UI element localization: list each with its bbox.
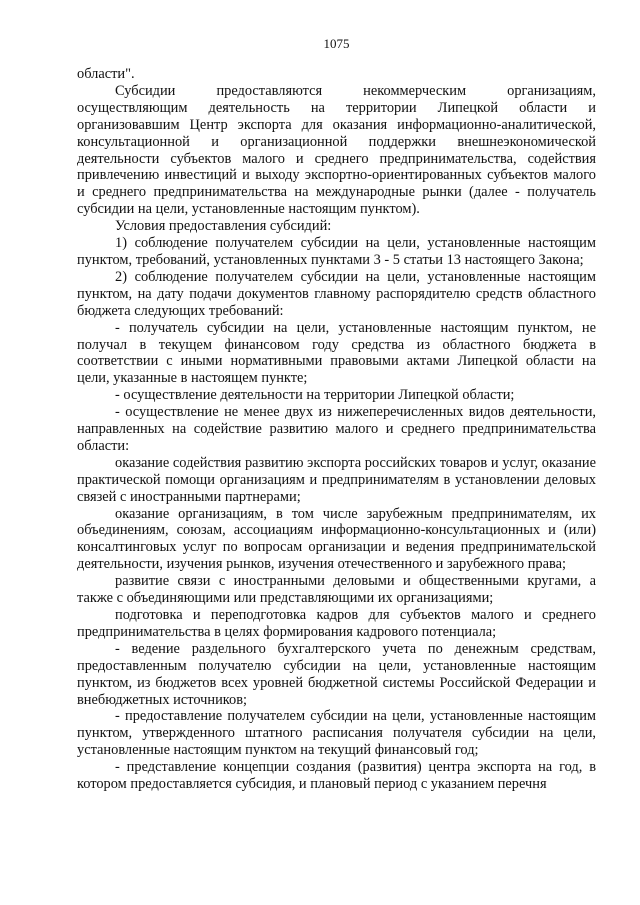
paragraph-8: оказание содействия развитию экспорта российских товаров и услуг, оказание практической помощи организациям и предпринимателям в установлении деловых связей с иностранными партнерами; — [77, 454, 596, 505]
paragraph-7: - осуществление не менее двух из нижеперечисленных видов деятельности, направленных на содействие развитию малого и среднего предпринимательства области: — [77, 404, 596, 454]
paragraph-3: 1) соблюдение получателем субсидии на цели, установленные настоящим пунктом, требований, установленных пунктами 3 - 5 статьи 13 настоящего Закона; — [77, 235, 596, 268]
paragraph-13: - предоставление получателем субсидии на цели, установленные настоящим пунктом, утвержденного штатного расписания получателя субсидии на цели, установленные настоящим пунктом на текущий финансовый год; — [77, 708, 596, 759]
paragraph-5: - получатель субсидии на цели, установленные настоящим пунктом, не получал в текущем финансовом году средства из областного бюджета в соответствии с иными нормативными правовыми актами Липецкой области на цели, указанные в настоящем пункте; — [77, 319, 596, 387]
paragraph-10: развитие связи с иностранными деловыми и общественными кругами, а также с объединяющими или представляющими их организациями; — [77, 573, 596, 607]
paragraph-12: - ведение раздельного бухгалтерского учета по денежным средствам, предоставленным получателю субсидии на цели, установленные настоящим пунктом, из бюджетов всех уровней бюджетной системы Российской Федерации и внебюджетных источников; — [77, 640, 596, 708]
paragraph-1: Субсидии предоставляются некоммерческим организациям, осуществляющим деятельность на территории Липецкой области и организовавшим Центр экспорта для оказания информационно-аналитической, консультационной и организационной поддержки внешнеэкономической деятельности субъектов малого и среднего предпринимательства, содействия привлечению инвестиций и выходу экспортно-ориентированных субъектов малого и среднего предпринимательства на международные рынки (далее - получатель субсидии на цели, установленные настоящим пунктом). — [77, 82, 596, 218]
paragraph-0: области". — [77, 66, 135, 82]
paragraph-11: подготовка и переподготовка кадров для субъектов малого и среднего предпринимательства в целях формирования кадрового потенциала; — [77, 607, 596, 640]
paragraph-6: - осуществление деятельности на территории Липецкой области; — [115, 387, 515, 404]
paragraph-14: - представление концепции создания (развития) центра экспорта на год, в котором предоставляется субсидия, и плановый период с указанием перечня — [77, 759, 596, 793]
paragraph-4: 2) соблюдение получателем субсидии на цели, установленные настоящим пунктом, на дату подачи документов главному распорядителю средств областного бюджета следующих требований: — [77, 268, 596, 319]
paragraph-9: оказание организациям, в том числе зарубежным предпринимателям, их объединениям, союзам, ассоциациям информационно-консультационных и (или) консалтинговых услуг по вопросам организации и ведения предпринимательской деятельности, изучения рынков, изучения отечественного и зарубежного права; — [77, 505, 596, 573]
document-page — [77, 36, 596, 793]
page-number: 1075 — [323, 36, 350, 51]
paragraph-2: Условия предоставления субсидий: — [115, 218, 332, 235]
